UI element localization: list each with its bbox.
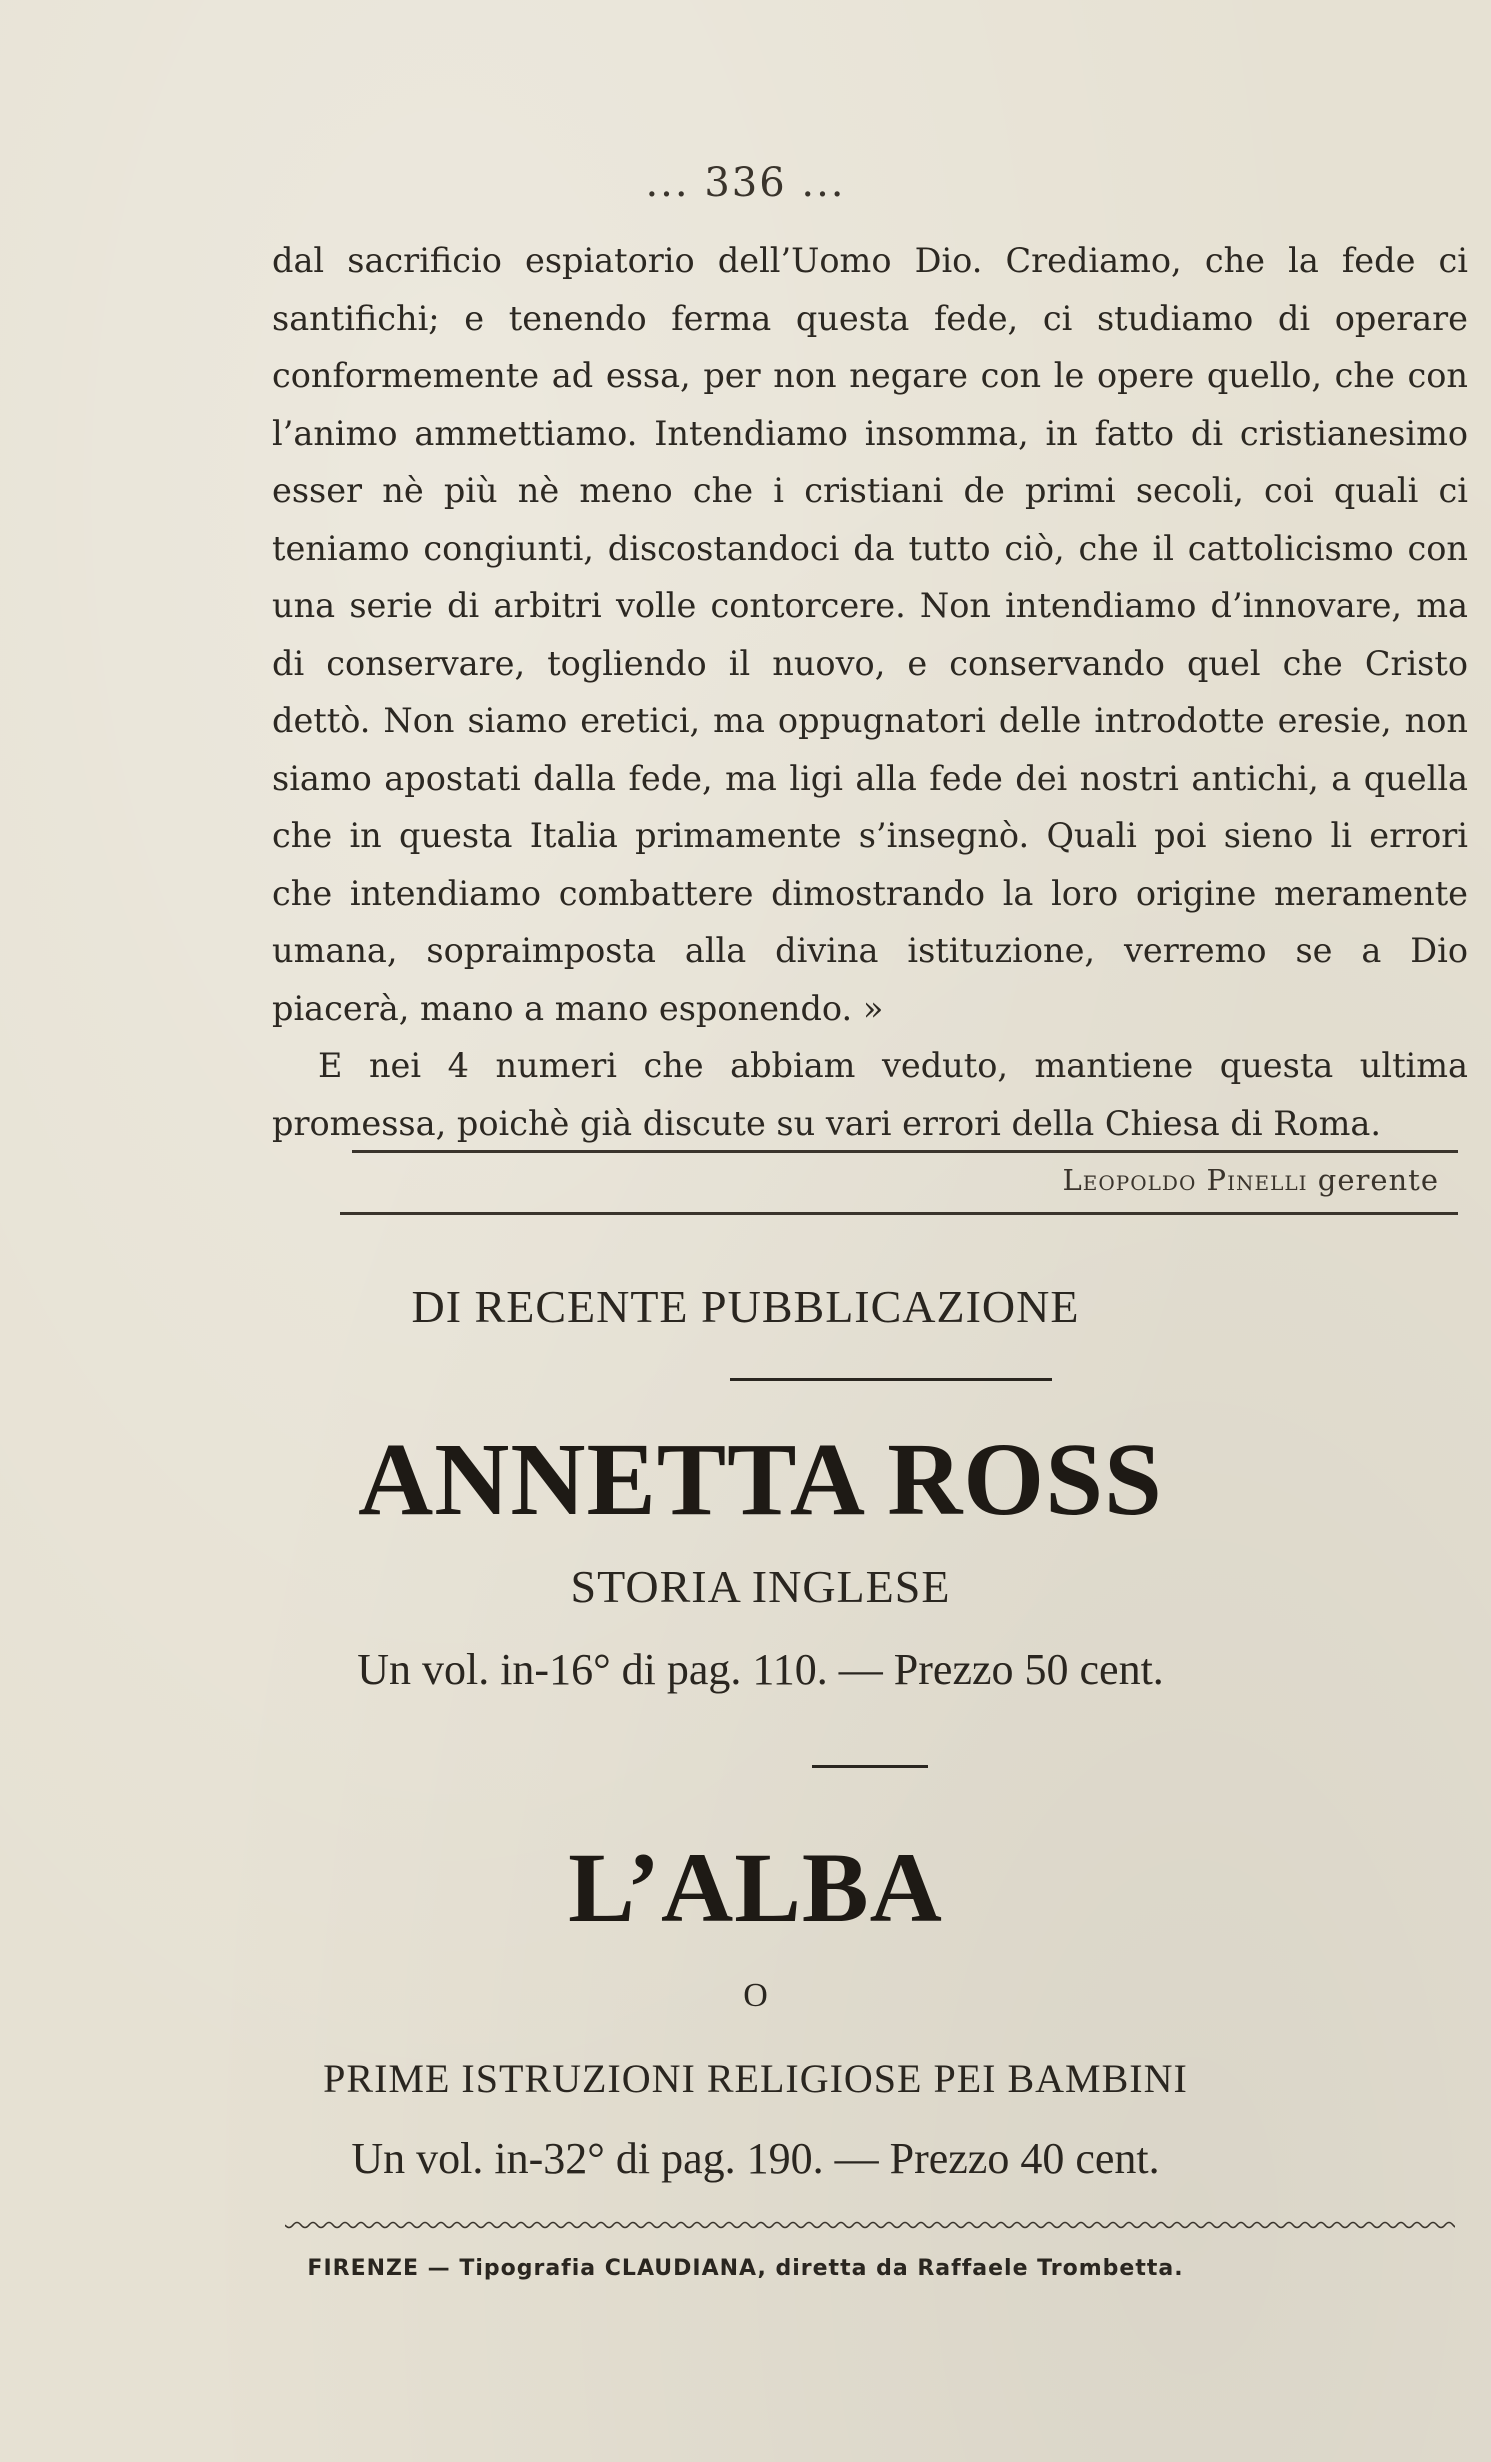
advert-heading: DI RECENTE PUBBLICAZIONE xyxy=(411,1281,1080,1332)
gerente-name: Leopoldo Pinelli xyxy=(1062,1163,1308,1197)
book-title: L’ALBA xyxy=(568,1832,943,1943)
body-paragraph: E nei 4 numeri che abbiam veduto, mantiene questa ultima promessa, poichè già discute su vari errori della Chiesa di Roma. xyxy=(272,1046,1468,1143)
book-details: Un vol. in-16° di pag. 110. — Prezzo 50 cent. xyxy=(357,1645,1164,1694)
divider xyxy=(340,1212,1458,1215)
book-title: ANNETTA ROSS xyxy=(358,1422,1163,1537)
printer-imprint: FIRENZE — Tipografia CLAUDIANA, diretta da Raffaele Trombetta. xyxy=(307,2256,1184,2281)
page-number: ... 336 ... xyxy=(645,160,846,206)
gerente-role: gerente xyxy=(1317,1163,1439,1197)
divider xyxy=(812,1765,928,1768)
book-title-connector: O xyxy=(743,1977,768,2014)
wavy-divider xyxy=(285,2218,1455,2232)
book-details: Un vol. in-32° di pag. 190. — Prezzo 40 cent. xyxy=(351,2134,1160,2183)
gerente-signature xyxy=(1063,1163,1439,1197)
divider xyxy=(730,1378,1052,1381)
body-paragraph: dal sacrificio espiatorio dell’Uomo Dio. Crediamo, che la fede ci santifichi; e tenendo ferma questa fede, ci studiamo di operare conformemente ad essa, per non negare con le opere quello, che con l’animo ammettiamo. Intendiamo insomma, in fatto di cristianesimo esser nè più nè meno che i cristiani de primi secoli, coi quali ci teniamo congiunti, discostandoci da tutto ciò, che il cattolicismo con una serie di arbitri volle contorcere. Non intendiamo d’innovare, ma di conservare, togliendo il nuovo, e conservando quel che Cristo dettò. Non siamo eretici, ma oppugnatori delle introdotte eresie, non siamo apostati dalla fede, ma ligi alla fede dei nostri antichi, a quella che in questa Italia primamente s’insegnò. Quali poi sieno li errori che intendiamo combattere dimostrando la loro origine meramente umana, sopraimposta alla divina istituzione, verremo se a Dio piacerà, mano a mano esponendo. » xyxy=(272,241,1468,1028)
body-text xyxy=(272,232,1468,1152)
book-subtitle: STORIA INGLESE xyxy=(570,1561,951,1612)
book-subtitle: PRIME ISTRUZIONI RELIGIOSE PEI BAMBINI xyxy=(323,2056,1188,2101)
divider xyxy=(352,1150,1458,1153)
